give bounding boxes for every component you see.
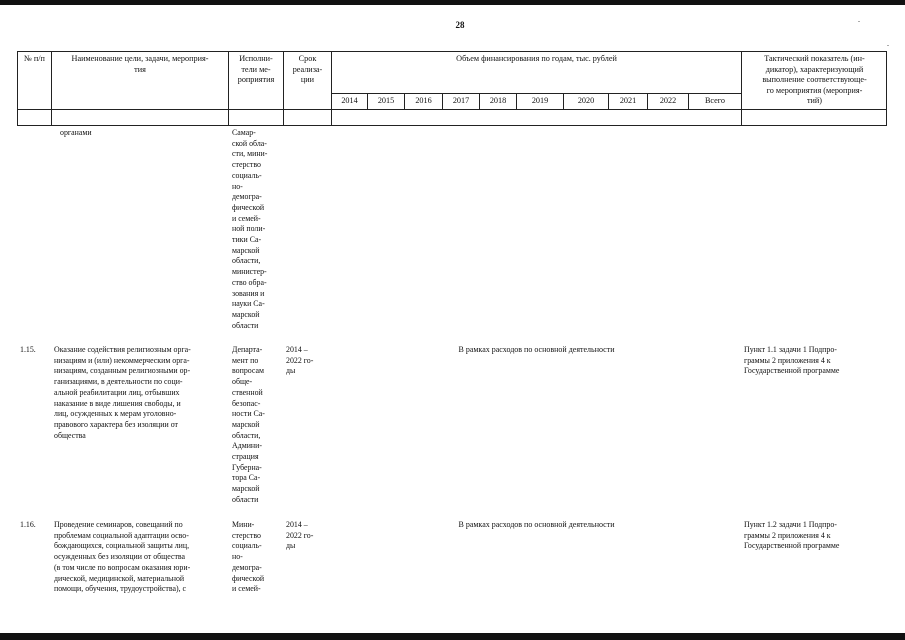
header-number: № п/п: [24, 54, 45, 63]
scan-speck: .: [858, 15, 860, 24]
row-name: Проведение семинаров, совещаний по проблемам социальной адаптации осво- бождающихся, социальной защиты лиц, осужденных без изоляции от общества (в том числе по вопросам оказания юри- дической, медицинской, материальной помощи, обучения, трудоустройства), с: [54, 520, 191, 594]
header-term: Срок реализа- ции: [292, 54, 323, 84]
header-year: 2021: [619, 96, 637, 105]
header-funding: Объем финансирования по годам, тыс. рублей: [456, 54, 617, 63]
row-funding: В рамках расходов по основной деятельности: [458, 345, 615, 354]
header-year: 2020: [577, 96, 595, 105]
header-year: 2015: [377, 96, 395, 105]
row-executor: Мини- стерство социаль- но- демогра- фической и семей-: [232, 520, 265, 594]
row-term: 2014 – 2022 го- ды: [286, 520, 314, 551]
header-year: 2017: [452, 96, 470, 105]
page-number: 28: [455, 20, 465, 30]
row-executor: Департа- мент по вопросам обще- ственной безопас- ности Са- марской области, Админи- страция Губерна- тора Са- марской области: [232, 345, 265, 504]
header-executor: Исполни- тели ме- роприятия: [237, 54, 275, 84]
row-funding: В рамках расходов по основной деятельности: [458, 520, 615, 529]
header-indicator: Тактический показатель (ин- дикатор), характеризующий выполнение соответствующе- го мероприятия (мероприя- тий): [762, 54, 867, 105]
scan-speck: .: [887, 39, 889, 48]
bottom-border-rule: [0, 633, 905, 640]
header-year: 2014: [341, 96, 358, 105]
header-year: 2019: [531, 96, 549, 105]
header-total: Всего: [704, 96, 726, 105]
header-year: 2018: [489, 96, 507, 105]
row-number: 1.15.: [20, 345, 36, 354]
header-year: 2016: [415, 96, 432, 105]
header-name: Наименование цели, задачи, мероприя- тия: [71, 54, 209, 74]
row-term: 2014 – 2022 го- ды: [286, 345, 314, 376]
row-name: Оказание содействия религиозным орга- низациям и (или) некоммерческим орга- низациям, созданным религиозными ор- ганизациями, в деятельности по соци- альной реабилитации лиц, отбывших наказание в виде лишения свободы, и лиц, осужденных к мерам уголовно- правового характера без изоляции от общества: [54, 345, 191, 440]
header-year: 2022: [659, 96, 677, 105]
row-executor: Самар- ской обла- сти, мини- стерство социаль- но- демогра- фической и семей- ной поли- тики Са- марской области, министер- ство обра- зования и науки Са- марской области: [232, 128, 268, 330]
row-indicator: Пункт 1.1 задачи 1 Подпро- граммы 2 приложения 4 к Государственной программе: [744, 345, 840, 376]
row-number: 1.16.: [20, 520, 36, 529]
row-indicator: Пункт 1.2 задачи 1 Подпро- граммы 2 приложения 4 к Государственной программе: [744, 520, 840, 551]
row-name: органами: [60, 128, 92, 137]
